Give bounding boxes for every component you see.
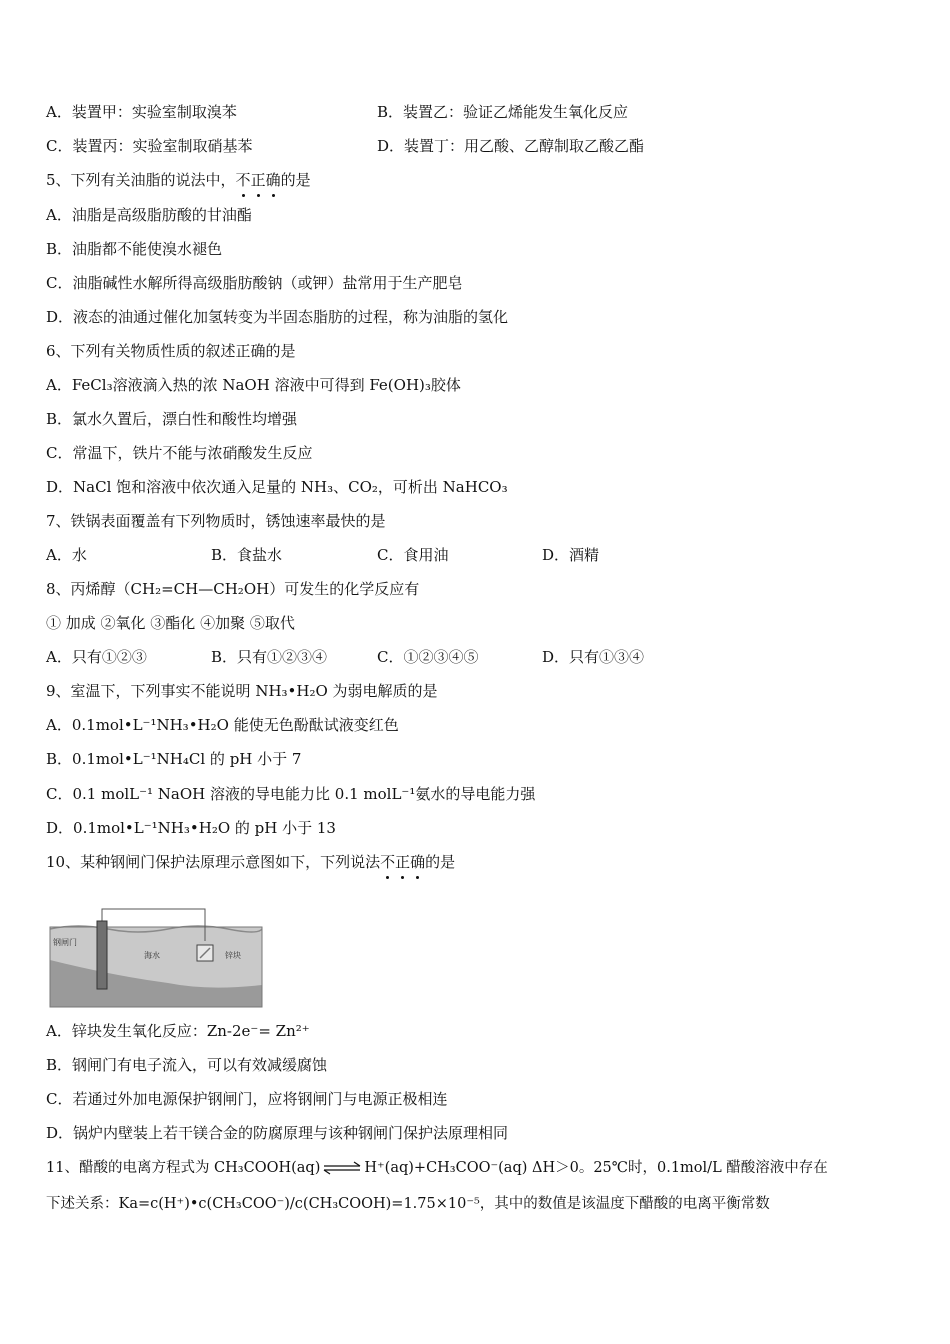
q6-option-a: A．FeCl₃溶液滴入热的浓 NaOH 溶液中可得到 Fe(OH)₃胶体 bbox=[46, 376, 461, 394]
q6-stem: 6、下列有关物质性质的叙述正确的是 bbox=[46, 342, 296, 360]
q4-option-a: A．装置甲：实验室制取溴苯 bbox=[46, 103, 237, 121]
q5-option-d: D．液态的油通过催化加氢转变为半固态脂肪的过程，称为油脂的氢化 bbox=[46, 308, 509, 326]
q11-line1: 11、醋酸的电离方程式为 CH₃COOH(aq) H⁺(aq)+CH₃COO⁻(aq) ΔH＞0。25℃时，0.1mol/L 醋酸溶液中存在 bbox=[46, 1160, 828, 1176]
q7-option-c: C．食用油 bbox=[377, 546, 449, 564]
q11-line2: 下述关系：Ka=c(H⁺)•c(CH₃COO⁻)/c(CH₃COOH)=1.75×10⁻⁵，其中的数值是该温度下醋酸的电离平衡常数 bbox=[46, 1196, 770, 1212]
q10-option-b: B．钢闸门有电子流入，可以有效减缓腐蚀 bbox=[46, 1056, 328, 1074]
q6-option-d: D．NaCl 饱和溶液中依次通入足量的 NH₃、CO₂，可析出 NaHCO₃ bbox=[46, 478, 508, 496]
q7-option-b: B．食盐水 bbox=[211, 546, 283, 564]
gate-label: 钢闸门 bbox=[53, 938, 77, 947]
q6-option-b: B．氯水久置后，漂白性和酸性均增强 bbox=[46, 410, 298, 428]
q9-option-b: B．0.1mol•L⁻¹NH₄Cl 的 pH 小于 7 bbox=[46, 750, 302, 768]
q4-option-d: D．装置丁：用乙酸、乙醇制取乙酸乙酯 bbox=[377, 137, 645, 155]
q8-stem: 8、丙烯醇（CH₂=CH—CH₂OH）可发生的化学反应有 bbox=[46, 580, 420, 598]
q10-option-a: A．锌块发生氧化反应：Zn-2e⁻= Zn²⁺ bbox=[46, 1022, 310, 1040]
q5-option-a: A．油脂是高级脂肪酸的甘油酯 bbox=[46, 206, 252, 224]
q10-option-d: D．锅炉内壁装上若干镁合金的防腐原理与该种钢闸门保护法原理相同 bbox=[46, 1124, 509, 1142]
zinc-label: 锌块 bbox=[225, 951, 241, 960]
q9-option-d: D．0.1mol•L⁻¹NH₃•H₂O 的 pH 小于 13 bbox=[46, 819, 336, 837]
q7-option-d: D．酒精 bbox=[542, 546, 600, 564]
q10-option-c: C．若通过外加电源保护钢闸门，应将钢闸门与电源正极相连 bbox=[46, 1090, 448, 1108]
q7-option-a: A．水 bbox=[46, 546, 87, 564]
q7-stem: 7、铁锅表面覆盖有下列物质时，锈蚀速率最快的是 bbox=[46, 512, 386, 530]
steel-gate-diagram bbox=[48, 905, 264, 1009]
q4-option-c: C．装置丙：实验室制取硝基苯 bbox=[46, 137, 253, 155]
q9-option-a: A．0.1mol•L⁻¹NH₃•H₂O 能使无色酚酞试液变红色 bbox=[46, 716, 399, 734]
q5-option-c: C．油脂碱性水解所得高级脂肪酸钠（或钾）盐常用于生产肥皂 bbox=[46, 274, 463, 292]
q10-stem: 10、某种钢闸门保护法原理示意图如下，下列说法不正确的是 bbox=[46, 853, 456, 871]
q8-option-b: B．只有①②③④ bbox=[211, 648, 328, 666]
q8-option-d: D．只有①③④ bbox=[542, 648, 645, 666]
q4-option-b: B．装置乙：验证乙烯能发生氧化反应 bbox=[377, 103, 629, 121]
steel-gate bbox=[97, 921, 107, 989]
q8-option-a: A．只有①②③ bbox=[46, 648, 147, 666]
q9-stem: 9、室温下，下列事实不能说明 NH₃•H₂O 为弱电解质的是 bbox=[46, 682, 438, 700]
q6-option-c: C．常温下，铁片不能与浓硝酸发生反应 bbox=[46, 444, 313, 462]
q9-option-c: C．0.1 molL⁻¹ NaOH 溶液的导电能力比 0.1 molL⁻¹氨水的导电能力强 bbox=[46, 785, 536, 803]
q8-reaction-list: ① 加成 ②氧化 ③酯化 ④加聚 ⑤取代 bbox=[46, 614, 295, 632]
q5-option-b: B．油脂都不能使溴水褪色 bbox=[46, 240, 223, 258]
equilibrium-arrow-icon bbox=[322, 1161, 362, 1175]
water-label: 海水 bbox=[144, 951, 160, 960]
q8-option-c: C．①②③④⑤ bbox=[377, 648, 479, 666]
q5-stem: 5、下列有关油脂的说法中，不正确的是 bbox=[46, 171, 311, 189]
